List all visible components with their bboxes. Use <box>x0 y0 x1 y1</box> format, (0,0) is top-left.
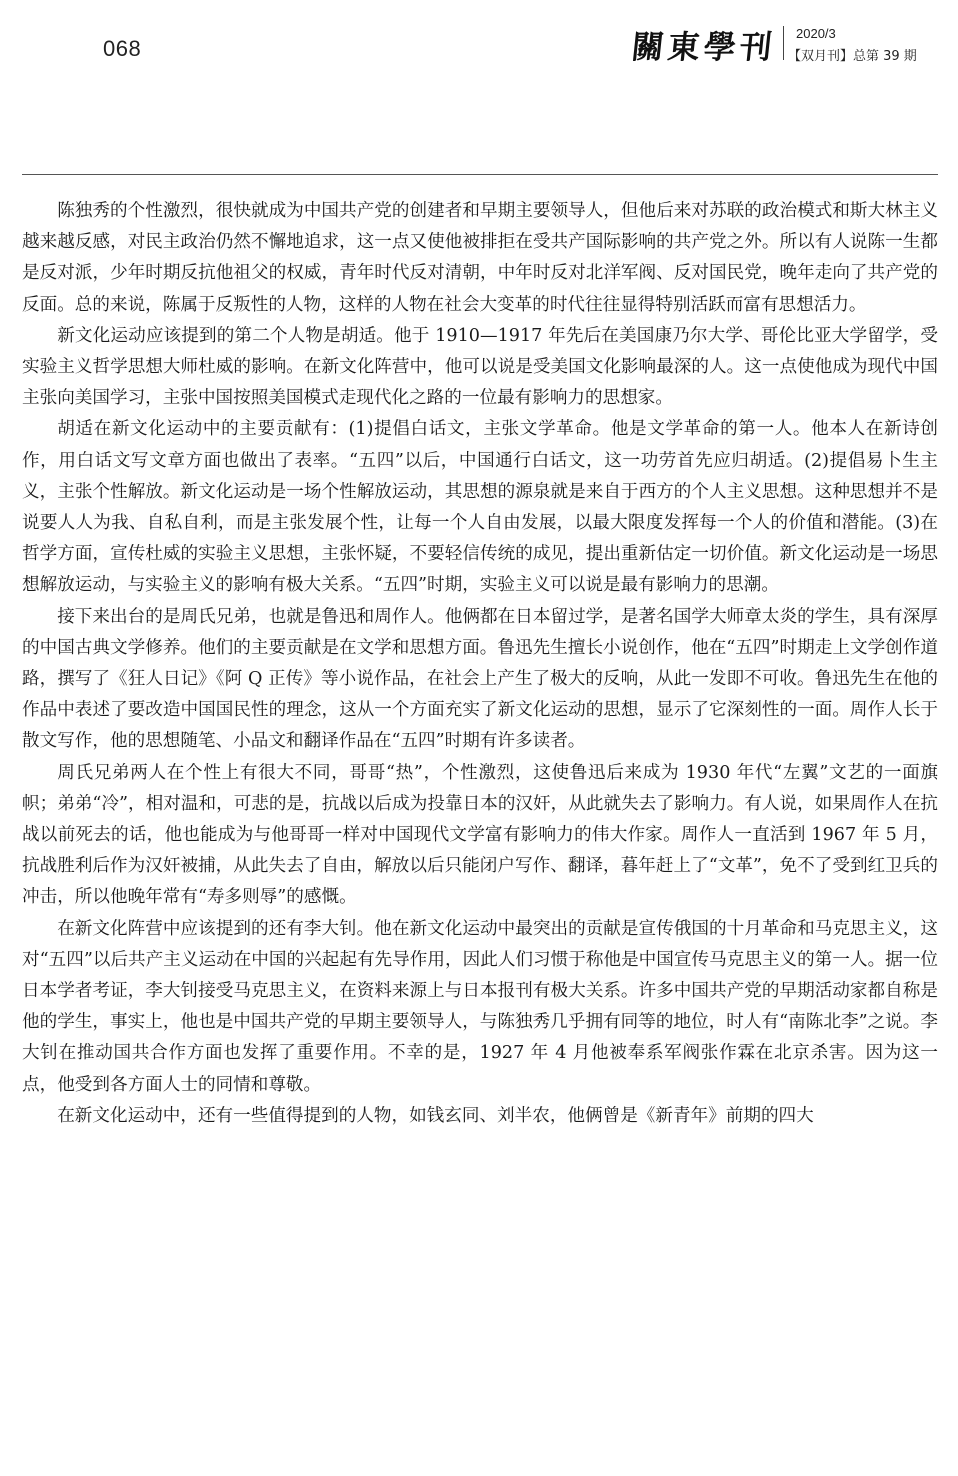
journal-title: 關東學刊 <box>629 28 778 66</box>
top-rule <box>22 174 938 175</box>
paragraph: 新文化运动应该提到的第二个人物是胡适。他于 1910—1917 年先后在美国康乃尔大学、哥伦比亚大学留学，受实验主义哲学思想大师杜威的影响。在新文化阵营中，他可以说是受美国文化影响最深的人。这一点使他成为现代中国主张向美国学习，主张中国按照美国模式走现代化之路的一位最有影响力的思想家。 <box>22 325 938 409</box>
paragraph: 在新文化运动中，还有一些值得提到的人物，如钱玄同、刘半农，他俩曾是《新青年》前期的四大 <box>57 1105 814 1126</box>
paragraph: 在新文化阵营中应该提到的还有李大钊。他在新文化运动中最突出的贡献是宣传俄国的十月革命和马克思主义，这对“五四”以后共产主义运动在中国的兴起起有先导作用，因此人们习惯于称他是中国宣传马克思主义的第一人。据一位日本学者考证，李大钊接受马克思主义，在资料来源上与日本报刊有极大关系。许多中国共产党的早期活动家都自称是他的学生，事实上，他也是中国共产党的早期主要领导人，与陈独秀几乎拥有同等的地位，时人有“南陈北李”之说。李大钊在推动国共合作方面也发挥了重要作用。不幸的是，1927 年 4 月他被奉系军阀张作霖在北京杀害。因为这一点，他受到各方面人士的同情和尊敬。 <box>22 918 938 1095</box>
header-divider <box>783 26 784 60</box>
issue-info: 【双月刊】总第 39 期 <box>788 49 917 64</box>
paragraph: 陈独秀的个性激烈，很快就成为中国共产党的创建者和早期主要领导人，但他后来对苏联的政治模式和斯大林主义越来越反感，对民主政治仍然不懈地追求，这一点又使他被排拒在受共产国际影响的共产党之外。所以有人说陈一生都是反对派，少年时期反抗他祖父的权威，青年时代反对清朝，中年时反对北洋军阀、反对国民党，晚年走向了共产党的反面。总的来说，陈属于反叛性的人物，这样的人物在社会大变革的时代往往显得特别活跃而富有思想活力。 <box>22 201 938 315</box>
paragraph: 周氏兄弟两人在个性上有很大不同，哥哥“热”，个性激烈，这使鲁迅后来成为 1930 年代“左翼”文艺的一面旗帜；弟弟“冷”，相对温和，可悲的是，抗战以后成为投靠日本的汉奸，从此就失去了影响力。有人说，如果周作人在抗战以前死去的话，他也能成为与他哥哥一样对中国现代文学富有影响力的伟大作家。周作人一直活到 1967 年 5 月，抗战胜利后作为汉奸被捕，从此失去了自由，解放以后只能闭户写作、翻译，暮年赶上了“文革”，免不了受到红卫兵的冲击，所以他晚年常有“寿多则辱”的感慨。 <box>22 762 938 908</box>
paragraph: 胡适在新文化运动中的主要贡献有：(1)提倡白话文，主张文学革命。他是文学革命的第一人。他本人在新诗创作，用白话文写文章方面也做出了表率。“五四”以后，中国通行白话文，这一功劳首先应归胡适。(2)提倡易卜生主义，主张个性解放。新文化运动是一场个性解放运动，其思想的源泉就是来自于西方的个人主义思想。这种思想并不是说要人人为我、自私自利，而是主张发展个性，让每一个人自由发展，以最大限度发挥每一个人的价值和潜能。(3)在哲学方面，宣传杜威的实验主义思想，主张怀疑，不要轻信传统的成见，提出重新估定一切价值。新文化运动是一场思想解放运动，与实验主义的影响有极大关系。“五四”时期，实验主义可以说是最有影响力的思潮。 <box>22 419 938 596</box>
article-body <box>22 196 938 1132</box>
issue-date: 2020/3 <box>796 26 836 41</box>
page-number: 068 <box>103 36 142 61</box>
paragraph: 接下来出台的是周氏兄弟，也就是鲁迅和周作人。他俩都在日本留过学，是著名国学大师章太炎的学生，具有深厚的中国古典文学修养。他们的主要贡献是在文学和思想方面。鲁迅先生擅长小说创作，他在“五四”时期走上文学创作道路，撰写了《狂人日记》《阿 Q 正传》等小说作品，在社会上产生了极大的反响，从此一发即不可收。鲁迅先生在他的作品中表述了要改造中国国民性的理念，这从一个方面充实了新文化运动的思想，显示了它深刻性的一面。周作人长于散文写作，他的思想随笔、小品文和翻译作品在“五四”时期有许多读者。 <box>22 606 938 752</box>
